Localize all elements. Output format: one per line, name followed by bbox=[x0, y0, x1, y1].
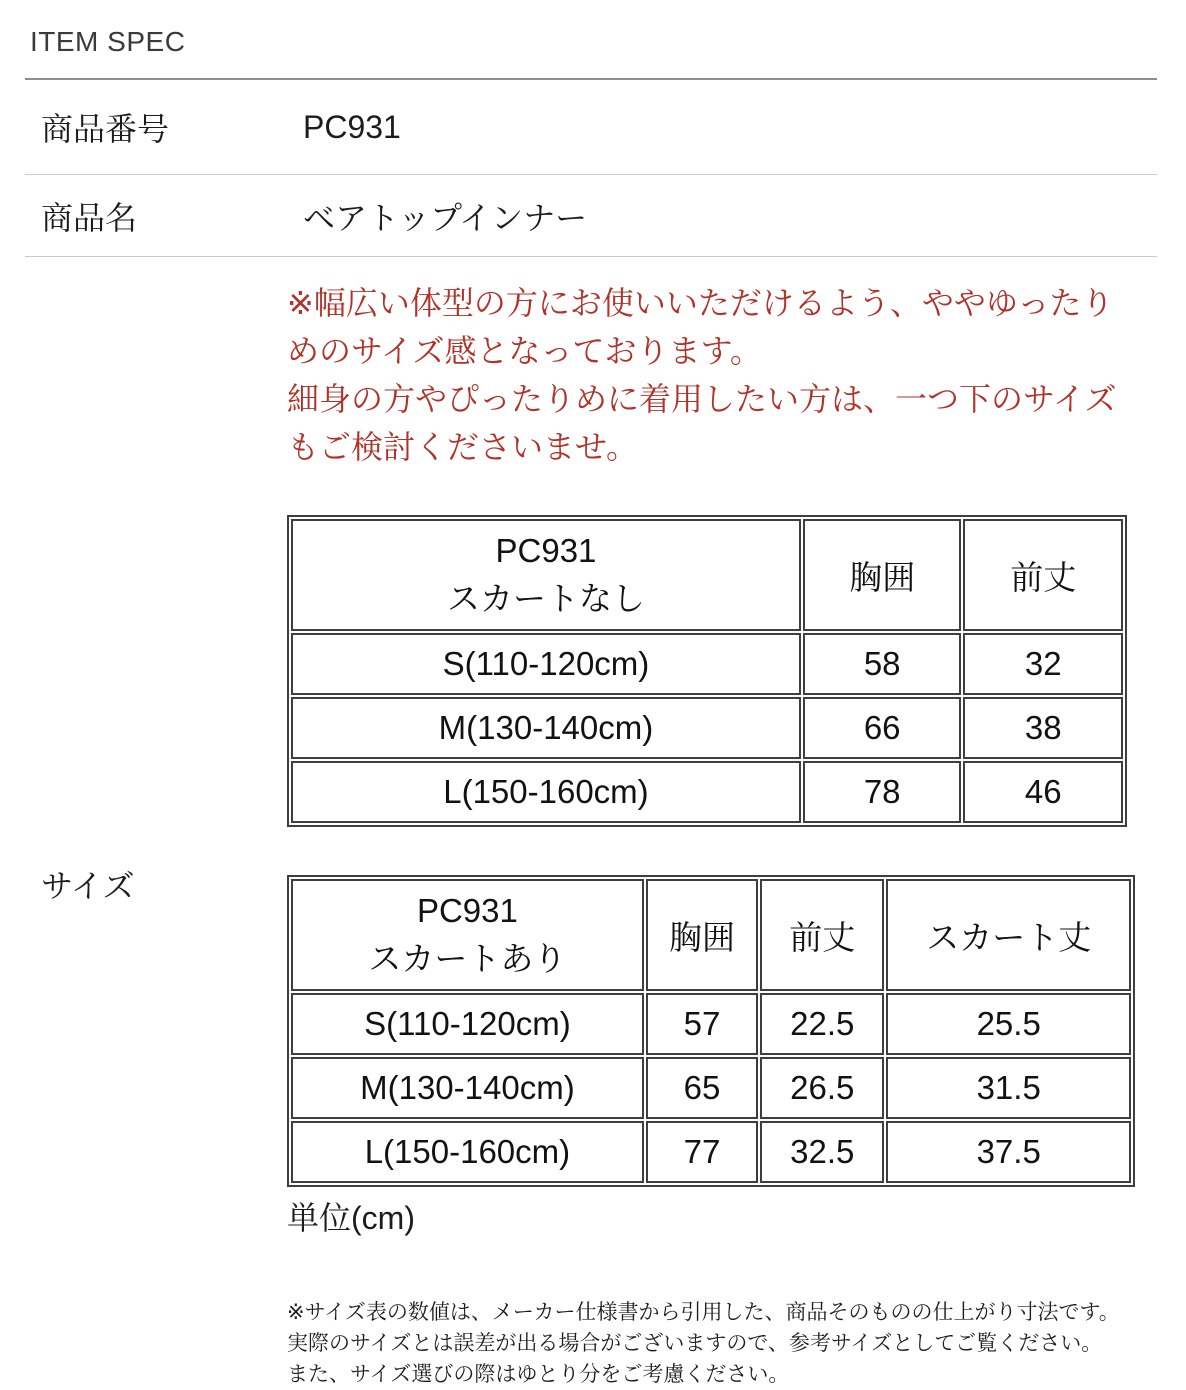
value-cell: 31.5 bbox=[886, 1057, 1131, 1119]
table-row bbox=[291, 1121, 1131, 1183]
table-row bbox=[291, 633, 1123, 695]
table-title bbox=[291, 879, 644, 991]
section-title: ITEM SPEC bbox=[30, 26, 186, 57]
col-header-skirt-length: スカート丈 bbox=[886, 879, 1131, 991]
table-title-line: PC931 bbox=[416, 892, 518, 929]
table-title-line: PC931 bbox=[495, 532, 597, 569]
value-cell: 26.5 bbox=[760, 1057, 884, 1119]
table-title-line: スカートあり bbox=[368, 940, 567, 977]
col-header-bust: 胸囲 bbox=[803, 519, 962, 631]
value-cell: 77 bbox=[646, 1121, 758, 1183]
table-row bbox=[291, 1057, 1131, 1119]
size-footnote-line: ※サイズ表の数値は、メーカー仕様書から引用した、商品そのものの仕上がり寸法です。 bbox=[287, 1301, 1120, 1324]
col-header-bust: 胸囲 bbox=[646, 879, 758, 991]
size-cell: L(150-160cm) bbox=[291, 1121, 644, 1183]
product-name-label: 商品名 bbox=[41, 199, 138, 236]
size-footnote-line: 実際のサイズとは誤差が出る場合がございますので、参考サイズとしてご覧ください。 bbox=[287, 1332, 1103, 1355]
value-cell: 38 bbox=[963, 697, 1123, 759]
table-title bbox=[291, 519, 801, 631]
value-cell: 65 bbox=[646, 1057, 758, 1119]
size-cell: S(110-120cm) bbox=[291, 633, 801, 695]
size-table-no-skirt bbox=[287, 515, 1127, 827]
size-table-with-skirt bbox=[287, 875, 1135, 1187]
table-header-row bbox=[291, 519, 1123, 631]
value-cell: 37.5 bbox=[886, 1121, 1131, 1183]
size-cell: M(130-140cm) bbox=[291, 1057, 644, 1119]
col-header-front-length: 前丈 bbox=[760, 879, 884, 991]
value-cell: 32.5 bbox=[760, 1121, 884, 1183]
size-note-line: 細身の方やぴったりめに着用したい方は、一つ下のサイズ bbox=[287, 381, 1117, 417]
table-header-row bbox=[291, 879, 1131, 991]
size-note bbox=[287, 279, 1157, 471]
value-cell: 46 bbox=[963, 761, 1123, 823]
spec-row-size bbox=[25, 257, 1157, 1390]
value-cell: 78 bbox=[803, 761, 962, 823]
table-row bbox=[291, 761, 1123, 823]
size-note-line: めのサイズ感となっております。 bbox=[287, 333, 762, 369]
unit-label: 単位(cm) bbox=[287, 1200, 415, 1236]
table-row bbox=[291, 697, 1123, 759]
product-number-value: PC931 bbox=[303, 108, 401, 145]
size-footnote bbox=[287, 1297, 1157, 1390]
table-title-line: スカートなし bbox=[446, 580, 645, 617]
size-footnote-line: また、サイズ選びの際はゆとり分をご考慮ください。 bbox=[287, 1363, 790, 1386]
table-row bbox=[291, 993, 1131, 1055]
spec-row-product-number bbox=[25, 80, 1157, 175]
size-cell: S(110-120cm) bbox=[291, 993, 644, 1055]
size-cell: L(150-160cm) bbox=[291, 761, 801, 823]
value-cell: 25.5 bbox=[886, 993, 1131, 1055]
product-number-label: 商品番号 bbox=[41, 111, 170, 147]
product-name-value: ベアトップインナー bbox=[303, 199, 588, 236]
size-label: サイズ bbox=[41, 867, 135, 904]
spec-row-product-name bbox=[25, 175, 1157, 257]
value-cell: 32 bbox=[963, 633, 1123, 695]
value-cell: 57 bbox=[646, 993, 758, 1055]
size-cell: M(130-140cm) bbox=[291, 697, 801, 759]
value-cell: 58 bbox=[803, 633, 962, 695]
col-header-front-length: 前丈 bbox=[963, 519, 1123, 631]
size-content bbox=[287, 279, 1157, 1390]
size-note-line: もご検討くださいませ。 bbox=[287, 429, 639, 465]
value-cell: 22.5 bbox=[760, 993, 884, 1055]
size-note-line: ※幅広い体型の方にお使いいただけるよう、ややゆったり bbox=[287, 285, 1114, 321]
value-cell: 66 bbox=[803, 697, 962, 759]
